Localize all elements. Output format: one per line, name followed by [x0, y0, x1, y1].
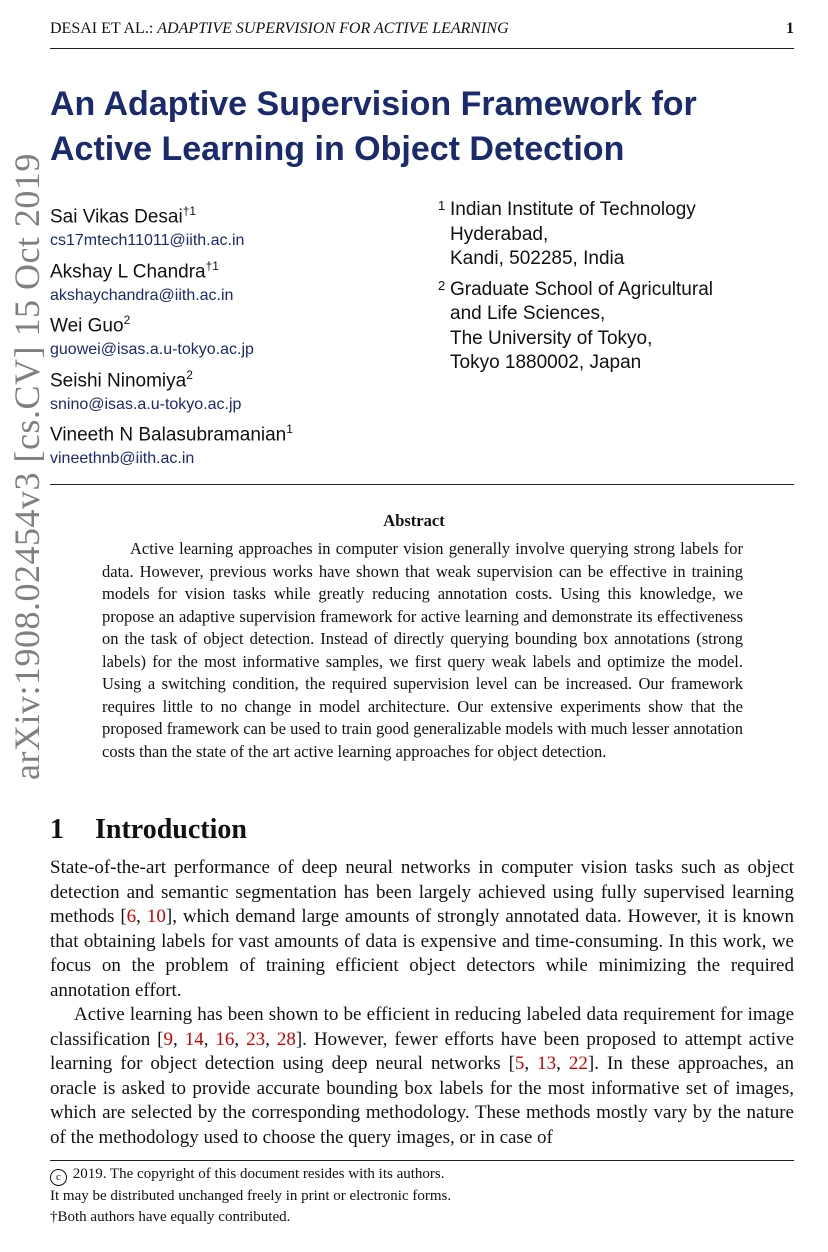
affiliation-entry: [438, 198, 798, 272]
equal-contribution-note: †Both authors have equally contributed.: [50, 1208, 291, 1225]
footnote-rule: [50, 1160, 794, 1161]
paragraph-text: Active learning has been shown to be efficient in reducing labeled data requirement for image classification [: [50, 1004, 794, 1050]
intro-paragraph-2: [50, 1003, 794, 1150]
affiliation-number: 2: [438, 277, 446, 293]
affiliation-line: Tokyo 1880002, Japan: [450, 352, 642, 373]
author-email-link[interactable]: akshaychandra@iith.ac.in: [50, 286, 234, 304]
author-affil-mark: †1: [205, 258, 219, 273]
section-number: 1: [50, 814, 64, 845]
copyright-text: 2019. The copyright of this document resides with its authors.: [72, 1166, 445, 1182]
affiliation-line: The University of Tokyo,: [450, 327, 653, 349]
footnotes: [50, 1164, 794, 1227]
header-rule: [50, 48, 794, 49]
citation-link[interactable]: 9: [163, 1028, 174, 1050]
author-name: Sai Vikas Desai: [50, 206, 183, 228]
author-name: Akshay L Chandra: [50, 260, 206, 282]
abstract-rule: [50, 484, 794, 485]
introduction-body: [50, 856, 794, 1150]
paragraph-text: ]. However, fewer efforts have been proposed to attempt active learning for object detection using deep neural networks [: [50, 1028, 795, 1074]
intro-paragraph-1: [50, 856, 794, 1003]
affiliation-line: and Life Sciences,: [450, 303, 606, 324]
citation-link[interactable]: 16: [215, 1028, 235, 1050]
paragraph-text: ], which demand large amounts of strongly annotated data. However, it is known that obtaining labels for vast amounts of data is expensive and time-consuming. In this work, we focus on the problem of training efficient object detectors while minimizing the required annotation effort.: [50, 906, 794, 1001]
paragraph-text: ,: [265, 1028, 277, 1050]
copyright-note: [50, 1164, 794, 1186]
copyright-icon: c: [50, 1169, 67, 1186]
citation-link[interactable]: 22: [568, 1053, 588, 1074]
abstract-heading: Abstract: [383, 511, 445, 530]
citation-link[interactable]: 14: [184, 1028, 204, 1050]
author-list: [50, 198, 430, 471]
section-heading: [50, 810, 247, 850]
citation-link[interactable]: 23: [246, 1028, 266, 1050]
running-header: [50, 20, 794, 38]
author-name: Vineeth N Balasubramanian: [50, 424, 287, 446]
paragraph-text: ,: [234, 1028, 247, 1050]
citation-link[interactable]: 6: [126, 906, 137, 927]
author-entry: [50, 198, 430, 253]
title-line: Active Learning in Object Detection: [50, 130, 625, 168]
running-title: [50, 20, 509, 38]
section-title: Introduction: [95, 814, 247, 845]
paper-title: [50, 82, 790, 172]
author-email-link[interactable]: snino@isas.a.u-tokyo.ac.jp: [50, 395, 242, 413]
author-entry: [50, 253, 430, 308]
affiliation-line: Graduate School of Agricultural: [450, 278, 713, 300]
paragraph-text: ]. In these approaches, an oracle is asked to provide accurate bounding box labels for the most informative set of images, which are selected by the corresponding methodology. These methods mostly vary by the nature of the methodology used to choose the query images, or in case of: [50, 1053, 794, 1148]
paragraph-text: ,: [203, 1028, 216, 1050]
citation-link[interactable]: 13: [537, 1053, 557, 1074]
paragraph-text: ,: [136, 906, 147, 927]
author-affil-mark: 2: [123, 313, 131, 327]
author-entry: [50, 362, 430, 417]
running-title-authors: DESAI ET AL.:: [50, 20, 154, 37]
affiliation-number: 1: [438, 198, 446, 213]
author-affil-mark: 2: [186, 367, 193, 382]
paragraph-text: ,: [556, 1053, 569, 1074]
author-email-link[interactable]: vineethnb@iith.ac.in: [50, 450, 195, 468]
author-name: Wei Guo: [50, 315, 124, 337]
author-email-link[interactable]: cs17mtech11011@iith.ac.in: [50, 232, 245, 250]
author-entry: [50, 307, 430, 362]
affiliation-entry: [438, 278, 798, 376]
running-title-text: ADAPTIVE SUPERVISION FOR ACTIVE LEARNING: [157, 20, 509, 37]
author-affil-mark: †1: [182, 204, 197, 218]
affiliation-line: Hyderabad,: [450, 223, 549, 245]
arxiv-stamp: arXiv:1908.02454v3 [cs.CV] 15 Oct 2019: [7, 153, 47, 780]
affiliation-list: [438, 198, 798, 382]
paragraph-text: ,: [173, 1028, 185, 1050]
citation-link[interactable]: 10: [146, 906, 166, 927]
author-entry: [50, 416, 430, 471]
affiliation-line: Kandi, 502285, India: [450, 248, 625, 269]
author-email-link[interactable]: guowei@isas.a.u-tokyo.ac.jp: [50, 341, 254, 359]
paragraph-text: ,: [524, 1053, 538, 1074]
abstract-text: Active learning approaches in computer vision generally involve querying strong labels for data. However, previous works have shown that weak supervision can be effective in training models for vision tasks while greatly reducing annotation costs. Using this knowledge, we propose an adaptive supervision framework for active learning and demonstrate its effectiveness on the task of object detection. Instead of directly querying bounding box annotations (strong labels) for the most informative samples, we first query weak labels and optimize the model. Using a switching condition, the required supervision level can be increased. Our framework requires little to no change in model architecture. Our extensive experiments show that the proposed framework can be used to train good generalizable models with much lesser annotation costs than the state of the art active learning approaches for object detection.: [102, 539, 743, 761]
page-number: 1: [786, 20, 794, 37]
distribution-note: It may be distributed unchanged freely in print or electronic forms.: [50, 1188, 452, 1204]
title-line: An Adaptive Supervision Framework for: [50, 85, 697, 123]
citation-link[interactable]: 5: [514, 1053, 525, 1074]
affiliation-line: Indian Institute of Technology: [450, 199, 696, 220]
author-name: Seishi Ninomiya: [50, 369, 187, 391]
citation-link[interactable]: 28: [276, 1028, 296, 1050]
paragraph-text: State-of-the-art performance of deep neural networks in computer vision tasks such as object detection and semantic segmentation has been largely achieved using fully supervised learning methods [: [50, 857, 794, 927]
author-affil-mark: 1: [286, 422, 293, 436]
